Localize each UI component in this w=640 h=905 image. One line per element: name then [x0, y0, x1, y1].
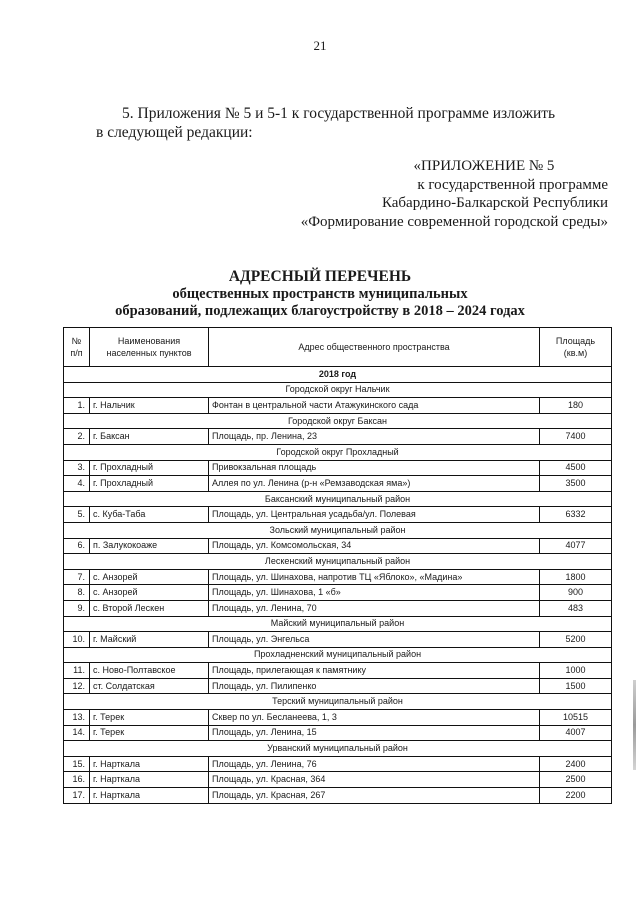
- area-cell: 2500: [540, 772, 612, 788]
- row-number: 6.: [64, 538, 90, 554]
- table-row: [64, 476, 612, 492]
- table-row: [64, 585, 612, 601]
- document-title: [0, 267, 640, 320]
- title-line-3: образований, подлежащих благоустройству в 2018 – 2024 годах: [115, 303, 525, 319]
- year-row: [64, 367, 612, 383]
- table-row: [64, 569, 612, 585]
- area-cell: 4007: [540, 725, 612, 741]
- intro-paragraph: [96, 104, 576, 142]
- address-cell: Площадь, ул. Шинахова, напротив ТЦ «Яблоко», «Мадина»: [209, 569, 540, 585]
- area-cell: 7400: [540, 429, 612, 445]
- settlement-name: с. Анзорей: [90, 569, 209, 585]
- row-number: 3.: [64, 460, 90, 476]
- group-title: Городской округ Прохладный: [64, 444, 612, 460]
- settlement-name: г. Терек: [90, 725, 209, 741]
- group-row: [64, 413, 612, 429]
- settlement-name: г. Нарткала: [90, 788, 209, 804]
- row-number: 17.: [64, 788, 90, 804]
- appendix-line-3: Кабардино-Балкарской Республики: [381, 195, 608, 211]
- table-row: [64, 538, 612, 554]
- address-cell: Площадь, пр. Ленина, 23: [209, 429, 540, 445]
- row-number: 10.: [64, 632, 90, 648]
- address-cell: Площадь, ул. Пилипенко: [209, 678, 540, 694]
- group-title: Баксанский муниципальный район: [64, 491, 612, 507]
- address-cell: Площадь, ул. Красная, 364: [209, 772, 540, 788]
- appendix-header: [290, 157, 608, 231]
- address-cell: Площадь, ул. Энгельса: [209, 632, 540, 648]
- row-number: 15.: [64, 756, 90, 772]
- address-cell: Аллея по ул. Ленина (р-н «Ремзаводская яма»): [209, 476, 540, 492]
- year-label: 2018 год: [64, 367, 612, 383]
- header-name: Наименования населенных пунктов: [90, 328, 209, 367]
- row-number: 5.: [64, 507, 90, 523]
- settlement-name: с. Ново-Полтавское: [90, 663, 209, 679]
- address-cell: Площадь, ул. Красная, 267: [209, 788, 540, 804]
- settlement-name: г. Майский: [90, 632, 209, 648]
- row-number: 14.: [64, 725, 90, 741]
- group-title: Прохладненский муниципальный район: [64, 647, 612, 663]
- area-cell: 1500: [540, 678, 612, 694]
- area-cell: 1000: [540, 663, 612, 679]
- settlement-name: с. Второй Лескен: [90, 600, 209, 616]
- area-cell: 900: [540, 585, 612, 601]
- header-area: Площадь (кв.м): [540, 328, 612, 367]
- settlement-name: г. Баксан: [90, 429, 209, 445]
- address-table: [63, 327, 612, 804]
- address-cell: Площадь, ул. Комсомольская, 34: [209, 538, 540, 554]
- address-cell: Сквер по ул. Бесланеева, 1, 3: [209, 710, 540, 726]
- title-line-2: общественных пространств муниципальных: [172, 286, 468, 302]
- settlement-name: п. Залукокоаже: [90, 538, 209, 554]
- group-row: [64, 522, 612, 538]
- address-cell: Площадь, ул. Шинахова, 1 «б»: [209, 585, 540, 601]
- table-row: [64, 710, 612, 726]
- table-row: [64, 460, 612, 476]
- header-num: № п/п: [64, 328, 90, 367]
- group-row: [64, 647, 612, 663]
- address-cell: Площадь, ул. Ленина, 15: [209, 725, 540, 741]
- row-number: 11.: [64, 663, 90, 679]
- area-cell: 10515: [540, 710, 612, 726]
- table-row: [64, 788, 612, 804]
- table-row: [64, 725, 612, 741]
- appendix-line-2: к государственной программе: [417, 176, 608, 193]
- scan-artifact: [633, 680, 636, 770]
- area-cell: 2200: [540, 788, 612, 804]
- group-row: [64, 616, 612, 632]
- area-cell: 3500: [540, 476, 612, 492]
- address-cell: Площадь, ул. Ленина, 70: [209, 600, 540, 616]
- address-cell: Фонтан в центральной части Атажукинского сада: [209, 398, 540, 414]
- area-cell: 4500: [540, 460, 612, 476]
- settlement-name: г. Нарткала: [90, 772, 209, 788]
- group-row: [64, 741, 612, 757]
- area-cell: 6332: [540, 507, 612, 523]
- intro-line-2: в следующей редакции:: [96, 124, 253, 141]
- group-row: [64, 382, 612, 398]
- table-row: [64, 663, 612, 679]
- table-body: [64, 367, 612, 804]
- settlement-name: ст. Солдатская: [90, 678, 209, 694]
- group-title: Городской округ Нальчик: [64, 382, 612, 398]
- group-title: Майский муниципальный район: [64, 616, 612, 632]
- area-cell: 483: [540, 600, 612, 616]
- area-cell: 4077: [540, 538, 612, 554]
- table-row: [64, 429, 612, 445]
- area-cell: 1800: [540, 569, 612, 585]
- row-number: 4.: [64, 476, 90, 492]
- address-cell: Площадь, прилегающая к памятнику: [209, 663, 540, 679]
- row-number: 2.: [64, 429, 90, 445]
- table-row: [64, 398, 612, 414]
- group-row: [64, 554, 612, 570]
- table-row: [64, 507, 612, 523]
- group-title: Зольский муниципальный район: [64, 522, 612, 538]
- header-address: Адрес общественного пространства: [209, 328, 540, 367]
- group-row: [64, 694, 612, 710]
- title-line-1: АДРЕСНЫЙ ПЕРЕЧЕНЬ: [228, 268, 412, 285]
- row-number: 1.: [64, 398, 90, 414]
- settlement-name: г. Нальчик: [90, 398, 209, 414]
- group-title: Лескенский муниципальный район: [64, 554, 612, 570]
- row-number: 8.: [64, 585, 90, 601]
- appendix-line-1: «ПРИЛОЖЕНИЕ № 5: [413, 158, 555, 174]
- intro-line-1: 5. Приложения № 5 и 5-1 к государственной программе изложить: [122, 105, 556, 122]
- group-title: Урванский муниципальный район: [64, 741, 612, 757]
- appendix-line-4: «Формирование современной городской среды»: [300, 213, 608, 230]
- table-row: [64, 678, 612, 694]
- table-row: [64, 772, 612, 788]
- row-number: 12.: [64, 678, 90, 694]
- area-cell: 180: [540, 398, 612, 414]
- settlement-name: с. Куба-Таба: [90, 507, 209, 523]
- row-number: 16.: [64, 772, 90, 788]
- table-row: [64, 600, 612, 616]
- row-number: 9.: [64, 600, 90, 616]
- settlement-name: г. Прохладный: [90, 460, 209, 476]
- settlement-name: г. Терек: [90, 710, 209, 726]
- group-title: Городской округ Баксан: [64, 413, 612, 429]
- group-title: Терский муниципальный район: [64, 694, 612, 710]
- row-number: 7.: [64, 569, 90, 585]
- group-row: [64, 444, 612, 460]
- table-row: [64, 632, 612, 648]
- table-row: [64, 756, 612, 772]
- table-header-row: [64, 328, 612, 367]
- row-number: 13.: [64, 710, 90, 726]
- page-number: 21: [313, 38, 327, 53]
- address-cell: Площадь, ул. Ленина, 76: [209, 756, 540, 772]
- address-cell: Привокзальная площадь: [209, 460, 540, 476]
- address-cell: Площадь, ул. Центральная усадьба/ул. Полевая: [209, 507, 540, 523]
- settlement-name: г. Прохладный: [90, 476, 209, 492]
- area-cell: 2400: [540, 756, 612, 772]
- settlement-name: с. Анзорей: [90, 585, 209, 601]
- area-cell: 5200: [540, 632, 612, 648]
- group-row: [64, 491, 612, 507]
- settlement-name: г. Нарткала: [90, 756, 209, 772]
